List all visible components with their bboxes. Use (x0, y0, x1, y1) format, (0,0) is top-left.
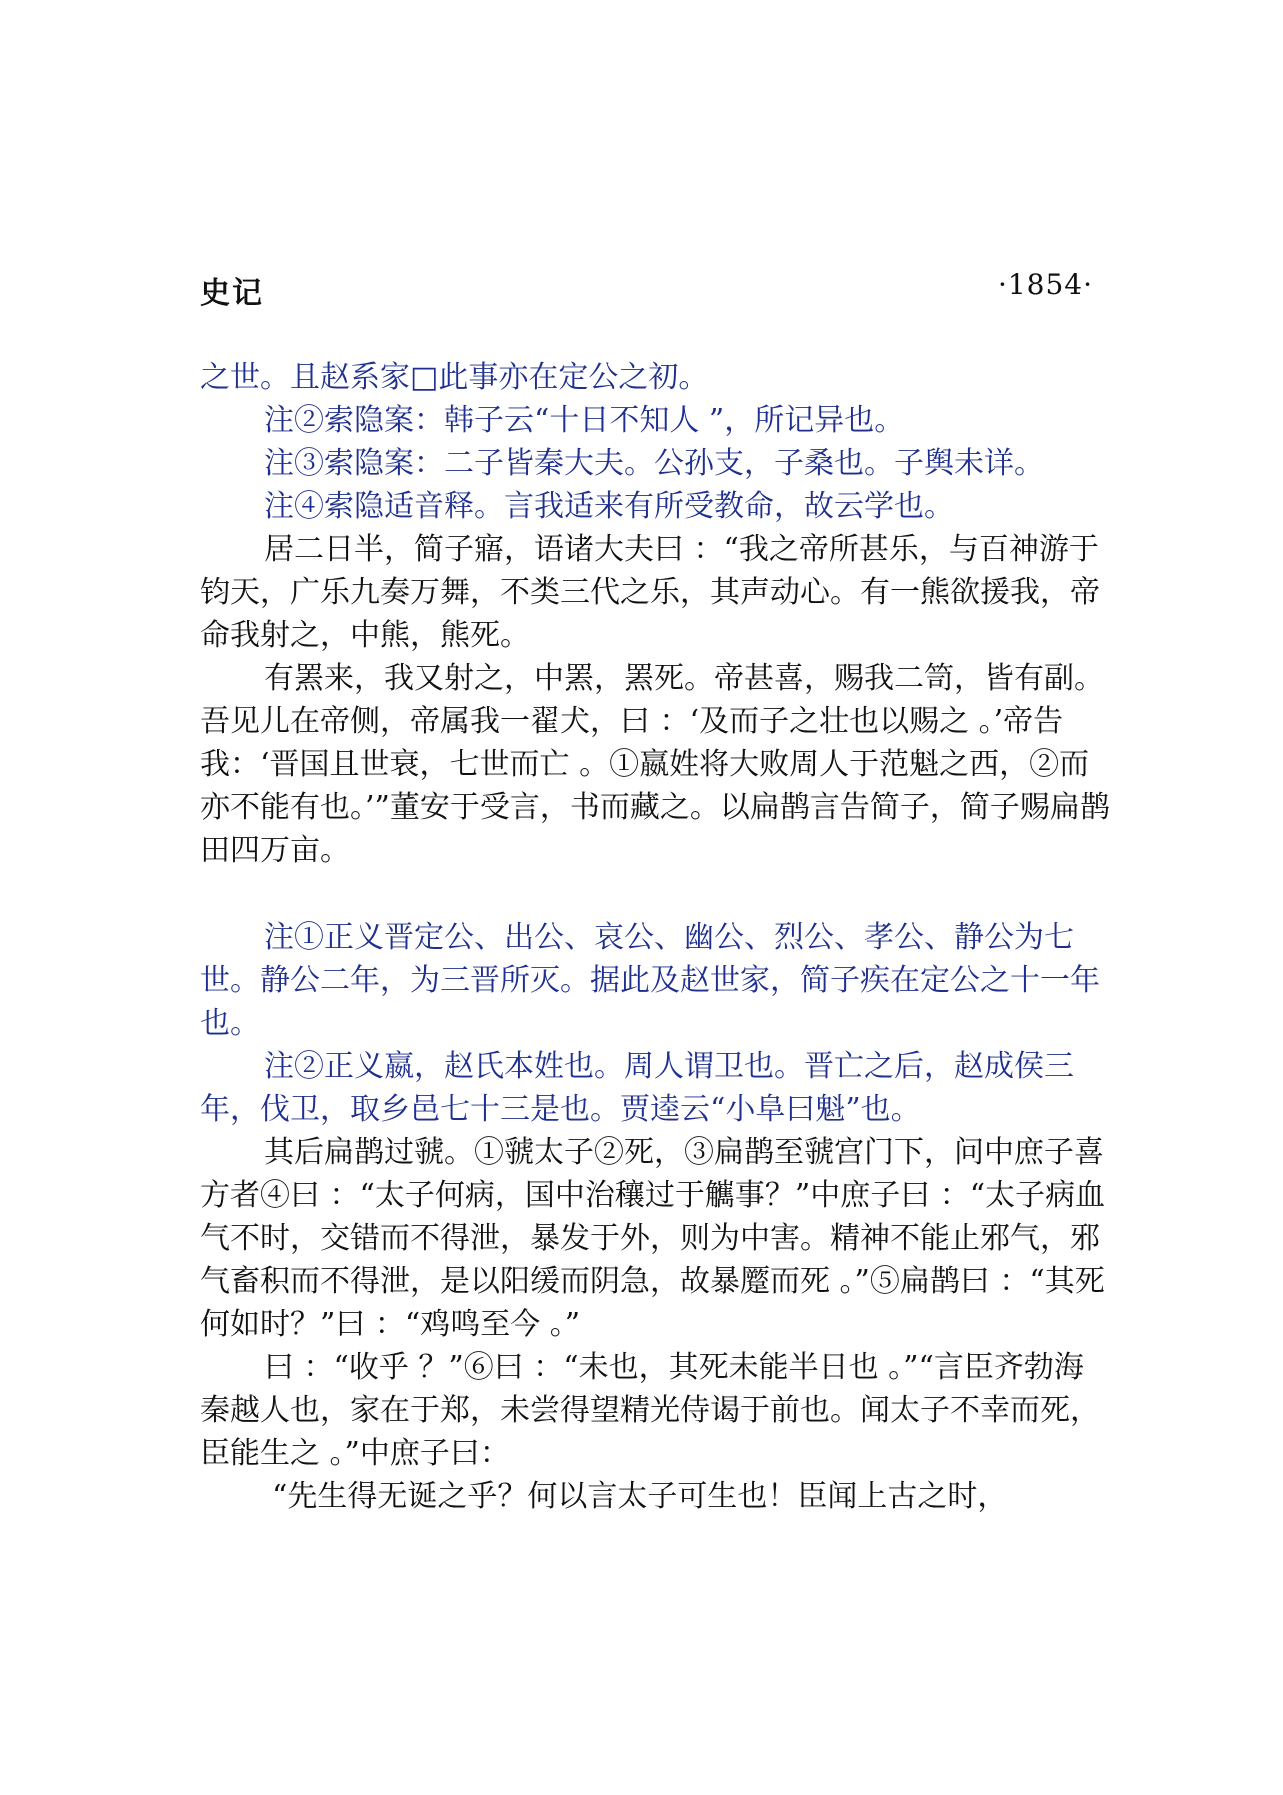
annotation-note: 注②索隐案：韩子云“十日不知人 ”，所记异也。 (264, 403, 905, 438)
annotation-note: 注①正义晋定公、出公、哀公、幽公、烈公、孝公、静公为七世。静公二年，为三晋所灭。据此及赵世家，简子疾在定公之十一年也。 (200, 920, 1100, 1041)
page-number: ·1854· (997, 268, 1093, 301)
paragraph-spacer (200, 872, 1110, 916)
book-title: 史记 (200, 276, 264, 311)
main-text-paragraph: 有罴来，我又射之，中罴，罴死。帝甚喜，赐我二笥，皆有副。吾见儿在帝侧，帝属我一翟犬，曰 ：‘及而子之壮也以赐之 。’帝告我：‘晋国且世衰，七世而亡 。①嬴姓将大败周人于范魁之西，②而亦不能有也。’”董安于受言，书而藏之。以扁鹊言告简子，简子赐扁鹊田四万亩。 (200, 661, 1110, 868)
main-text-paragraph: 其后扁鹊过虢。①虢太子②死，③扁鹊至虢宫门下，问中庶子喜方者④曰 ：“太子何病，国中治穰过于觽事？”中庶子曰 ：“太子病血气不时，交错而不得泄，暴发于外，则为中害。精神不能止邪气，邪气畜积而不得泄，是以阳缓而阴急，故暴蹷而死 。”⑤扁鹊曰 ：“其死何如时？”曰 ：“鸡鸣至今 。” (200, 1135, 1106, 1342)
page-header (200, 268, 1093, 311)
main-text-paragraph: “先生得无诞之乎？何以言太子可生也！臣闻上古之时， (272, 1479, 1008, 1514)
main-text-paragraph: 居二日半，简子寤，语诸大夫曰 ：“我之帝所甚乐，与百神游于钧天，广乐九奏万舞，不类三代之乐，其声动心。有一熊欲援我，帝命我射之，中熊，熊死。 (200, 532, 1100, 653)
annotation-note: 注④索隐适音释。言我适来有所受教命，故云学也。 (264, 489, 954, 524)
annotation-note: 注②正义嬴，赵氏本姓也。周人谓卫也。晋亡之后，赵成侯三年，伐卫，取乡邑七十三是也。贾逵云“小阜曰魁”也。 (200, 1049, 1074, 1127)
main-text-paragraph: 曰 ：“收乎 ？”⑥曰 ：“未也，其死未能半日也 。”“言臣齐勃海秦越人也，家在于郑，未尝得望精光侍谒于前也。闻太子不幸而死，臣能生之 。”中庶子曰： (200, 1350, 1100, 1471)
page-body (200, 356, 1110, 1518)
annotation-note: 注③索隐案：二子皆秦大夫。公孙支，子桑也。子舆未详。 (264, 446, 1044, 481)
paragraph-continuation: 之世。且赵系家□此事亦在定公之初。 (200, 360, 709, 395)
